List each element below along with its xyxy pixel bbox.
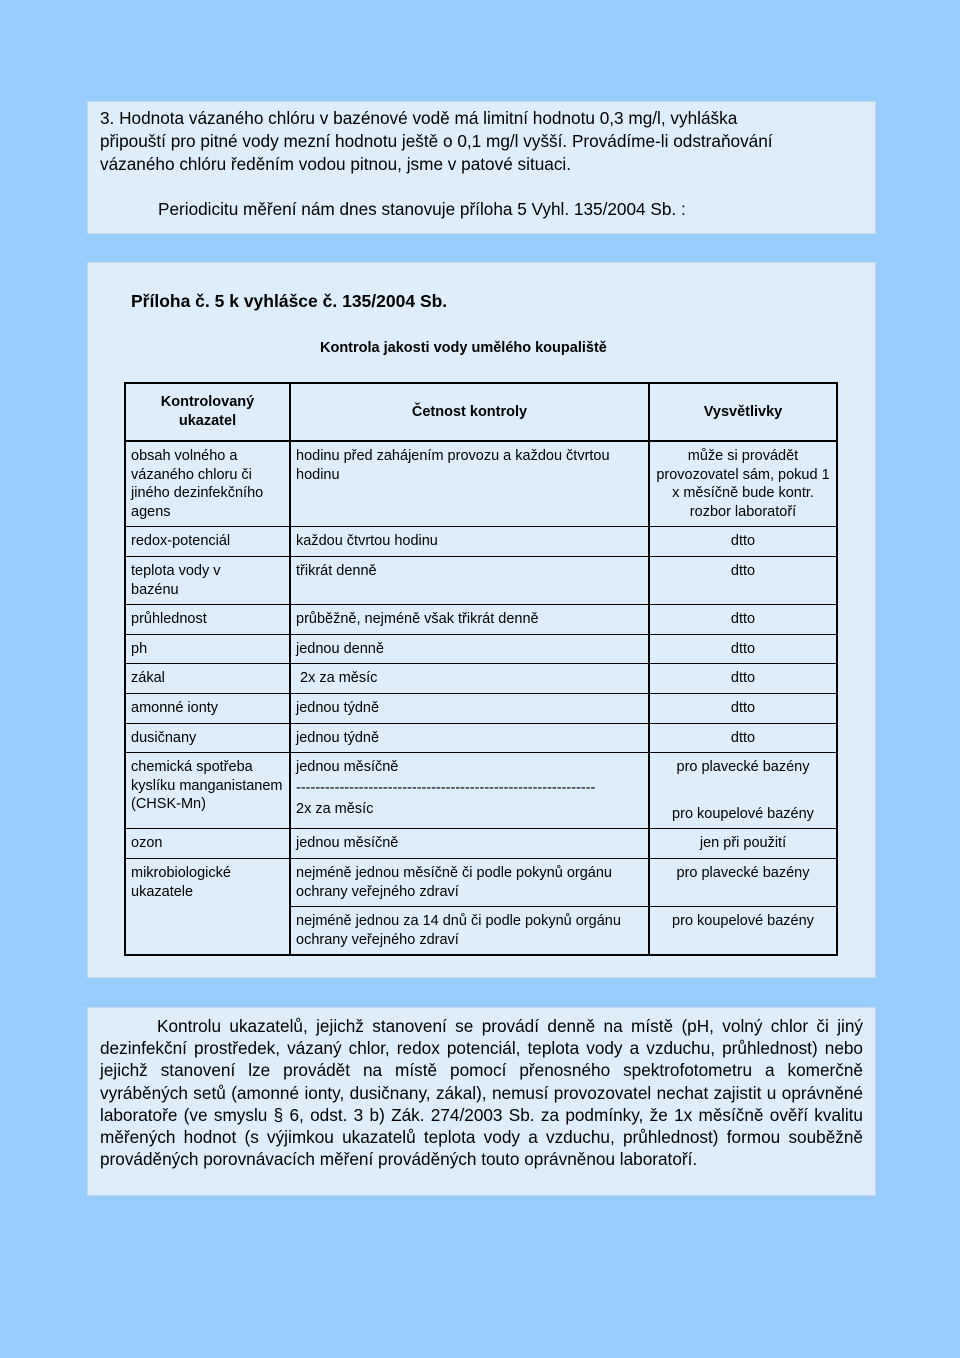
header-frequency: Četnost kontroly: [290, 383, 649, 441]
note-cell: dtto: [649, 664, 837, 694]
table-row: [125, 527, 837, 557]
intro-line: vázaného chlóru ředěním vodou pitnou, jsme v patové situaci.: [100, 154, 572, 174]
annex-box: [87, 262, 876, 978]
frequency-cell: 2x za měsíc: [290, 664, 649, 694]
frequency-cell: hodinu před zahájením provozu a každou čtvrtou hodinu: [290, 441, 649, 527]
control-table: [124, 382, 838, 956]
frequency-text: 2x za měsíc: [296, 801, 374, 818]
indicator-cell: ozon: [125, 829, 290, 859]
indicator-cell: teplota vody v bazénu: [125, 556, 290, 604]
frequency-cell: průběžně, nejméně však třikrát denně: [290, 605, 649, 635]
frequency-text: nejméně jednou za 14 dnů či podle pokynů orgánu ochrany veřejného zdraví: [296, 913, 621, 948]
note-cell: dtto: [649, 556, 837, 604]
indicator-cell: dusičnany: [125, 723, 290, 753]
summary-text: Kontrolu ukazatelů, jejichž stanovení se provádí denně na místě (pH, volný chlor či jiný dezinfekční prostředek, vázaný chlor, redox potenciál, teplota vody a vzduchu, průhlednost) nebo jejichž stanovení lze provádět na místě pomocí přenosného spektrofotometru a komerčně vyráběných setů (amonné ionty, dusičnany, zákal), nemusí provozovatel nechat zajistit u oprávněné laboratoře (ve smyslu § 6, odst. 3 b) Zák. 274/2003 Sb. za podmínky, že 1x měsíčně ověří kvalitu měřených hodnot (s výjimkou ukazatelů teplota vody a vzduchu, průhlednost) formou souběžně prováděných porovnávacích měření prováděných touto oprávněnou laboratoří.: [100, 1016, 863, 1170]
separator-line: --------------------------------------------------------------: [296, 779, 596, 796]
table-row: [125, 858, 837, 955]
note-cell: [649, 753, 837, 829]
periodicity-line: Periodicitu měření nám dnes stanovuje příloha 5 Vyhl. 135/2004 Sb. :: [158, 199, 686, 219]
note-text: pro plavecké bazény: [676, 759, 810, 776]
indicator-cell: ph: [125, 634, 290, 664]
table-row: [125, 605, 837, 635]
frequency-text: jednou měsíčně: [296, 759, 399, 776]
note-cell: jen při použití: [649, 829, 837, 859]
frequency-text: nejméně jednou měsíčně či podle pokynů orgánu ochrany veřejného zdraví: [291, 859, 648, 907]
note-cell: dtto: [649, 634, 837, 664]
note-text: pro koupelové bazény: [672, 805, 814, 822]
frequency-cell: třikrát denně: [290, 556, 649, 604]
frequency-cell: [290, 858, 649, 955]
intro-line: 3. Hodnota vázaného chlóru v bazénové vodě má limitní hodnotu 0,3 mg/l, vyhláška: [100, 108, 738, 128]
summary-paragraph: [100, 1015, 863, 1170]
note-cell: dtto: [649, 605, 837, 635]
table-row: [125, 723, 837, 753]
table-row: [125, 829, 837, 859]
frequency-cell: [290, 753, 649, 829]
frequency-cell: jednou týdně: [290, 723, 649, 753]
frequency-cell: jednou týdně: [290, 693, 649, 723]
indicator-cell: amonné ionty: [125, 693, 290, 723]
note-cell: dtto: [649, 527, 837, 557]
table-row: [125, 441, 837, 527]
summary-box: [87, 1007, 876, 1196]
note-cell: může si provádět provozovatel sám, pokud 1 x měsíčně bude kontr. rozbor laboratoří: [649, 441, 837, 527]
table-header-row: [125, 383, 837, 441]
intro-line: připouští pro pitné vody mezní hodnotu ještě o 0,1 mg/l vyšší. Provádíme-li odstraňování: [100, 131, 773, 151]
intro-paragraph: [100, 107, 866, 176]
table-row: [125, 693, 837, 723]
indicator-cell: průhlednost: [125, 605, 290, 635]
header-notes: Vysvětlivky: [649, 383, 837, 441]
indicator-cell: redox-potenciál: [125, 527, 290, 557]
note-cell: dtto: [649, 723, 837, 753]
header-indicator: Kontrolovaný ukazatel: [125, 383, 290, 441]
indicator-cell: mikrobiologické ukazatele: [125, 858, 290, 955]
note-text: pro koupelové bazény: [672, 912, 814, 929]
intro-box: [87, 101, 876, 234]
table-title: Kontrola jakosti vody umělého koupaliště: [320, 340, 607, 356]
table-row: [125, 556, 837, 604]
frequency-cell: jednou měsíčně: [290, 829, 649, 859]
frequency-cell: každou čtvrtou hodinu: [290, 527, 649, 557]
indicator-cell: chemická spotřeba kyslíku manganistanem (CHSK-Mn): [125, 753, 290, 829]
indicator-cell: obsah volného a vázaného chloru či jiného dezinfekčního agens: [125, 441, 290, 527]
note-text: pro plavecké bazény: [650, 859, 836, 907]
frequency-cell: jednou denně: [290, 634, 649, 664]
table-row: [125, 634, 837, 664]
note-cell: [649, 858, 837, 955]
table-row: [125, 664, 837, 694]
indicator-cell: zákal: [125, 664, 290, 694]
annex-title: Příloha č. 5 k vyhlášce č. 135/2004 Sb.: [131, 291, 448, 311]
table-row: [125, 753, 837, 829]
note-cell: dtto: [649, 693, 837, 723]
